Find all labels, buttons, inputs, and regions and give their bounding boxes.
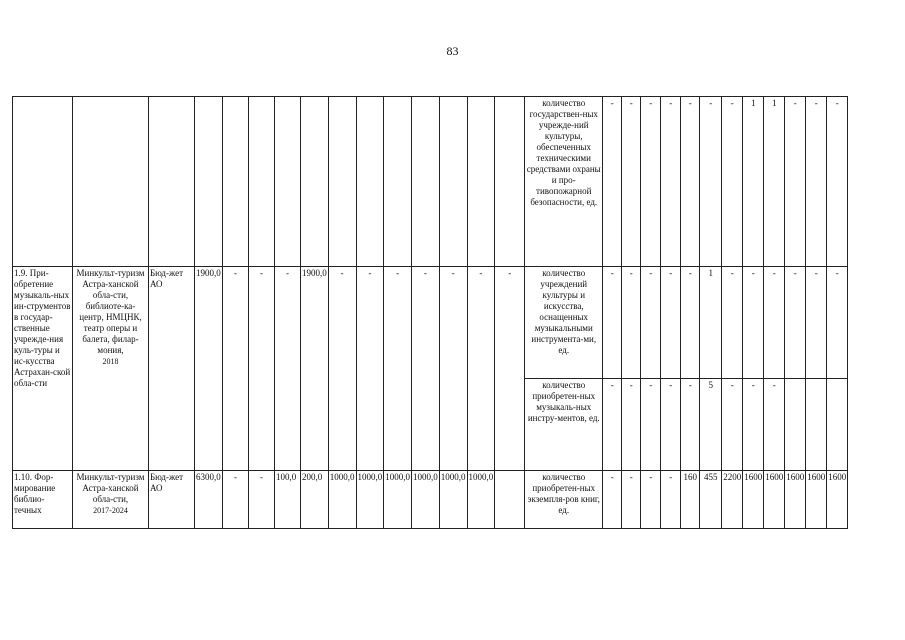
table-row — [13, 97, 848, 267]
executor-year: 2017-2024 — [93, 506, 128, 515]
cost-cell — [467, 97, 495, 267]
indicator-value-cell: - — [764, 379, 785, 471]
executor-text: Минкульт-туризм Астра-ханской обла-сти, — [76, 472, 145, 504]
indicator-value-cell: - — [681, 379, 700, 471]
indicator-cell: количество учреждений культуры и искусства, оснащенных музыкальными инструмента-ми, ед. — [525, 267, 603, 379]
cost-cell: 1900,0 — [301, 267, 329, 471]
source-cell: Бюд-жет АО — [149, 267, 195, 471]
cost-cell — [439, 97, 467, 267]
indicator-value-cell: - — [641, 471, 661, 529]
indicator-value-cell: - — [806, 267, 827, 379]
cost-cell: - — [328, 267, 356, 471]
indicator-cell: количество приобретен-ных музыкаль-ных инстру-ментов, ед. — [525, 379, 603, 471]
program-table — [12, 96, 848, 529]
cost-cell: - — [223, 267, 249, 471]
indicator-cell: количество государствен-ных учрежде-ний культуры, обеспеченных техническими средствами охраны и про-тивопожарной безопасности, ед. — [525, 97, 603, 267]
indicator-value-cell: - — [603, 379, 622, 471]
table-row — [13, 471, 848, 529]
cost-cell: 1000,0 — [439, 471, 467, 529]
source-cell — [149, 97, 195, 267]
indicator-value-cell: - — [785, 97, 806, 267]
indicator-value-cell: - — [603, 97, 622, 267]
cost-cell — [195, 97, 223, 267]
indicator-value-cell: 1 — [743, 97, 764, 267]
cost-cell: - — [223, 471, 249, 529]
cost-cell: - — [467, 267, 495, 471]
cost-cell — [249, 97, 275, 267]
indicator-value-cell: 1600 — [743, 471, 764, 529]
indicator-value-cell: - — [622, 97, 641, 267]
cost-cell — [223, 97, 249, 267]
cost-cell: - — [384, 267, 412, 471]
cost-cell — [495, 97, 525, 267]
indicator-value-cell: - — [743, 267, 764, 379]
indicator-value-cell: 160 — [681, 471, 700, 529]
indicator-value-cell — [806, 379, 827, 471]
indicator-value-cell — [827, 379, 848, 471]
indicator-value-cell: 2200 — [722, 471, 743, 529]
cost-cell: - — [356, 267, 384, 471]
indicator-value-cell: - — [661, 267, 681, 379]
source-cell: Бюд-жет АО — [149, 471, 195, 529]
indicator-cell: количество приобретен-ных экземпля-ров книг, ед. — [525, 471, 603, 529]
indicator-value-cell: 1600 — [764, 471, 785, 529]
cost-cell: 1000,0 — [384, 471, 412, 529]
indicator-value-cell: 1600 — [806, 471, 827, 529]
indicator-value-cell: 1 — [764, 97, 785, 267]
cost-cell — [495, 471, 525, 529]
cost-cell: 1900,0 — [195, 267, 223, 471]
cost-cell: - — [249, 471, 275, 529]
indicator-value-cell: - — [681, 267, 700, 379]
executor-cell — [73, 267, 149, 471]
measure-name-cell — [13, 97, 73, 267]
executor-year: 2018 — [102, 357, 119, 366]
cost-cell: - — [275, 267, 301, 471]
indicator-value-cell: - — [722, 379, 743, 471]
cost-cell — [412, 97, 440, 267]
cost-cell: 6300,0 — [195, 471, 223, 529]
indicator-value-cell: - — [622, 379, 641, 471]
indicator-value-cell: - — [661, 471, 681, 529]
indicator-value-cell: - — [641, 97, 661, 267]
cost-cell: - — [412, 267, 440, 471]
executor-cell — [73, 471, 149, 529]
executor-cell — [73, 97, 149, 267]
executor-text: Минкульт-туризм Астра-ханской обла-сти, библиоте-ка-центр, НМЦНК, театр оперы и балета, филар-мония, — [76, 268, 145, 355]
indicator-value-cell: - — [722, 97, 743, 267]
table-row — [13, 267, 848, 379]
cost-cell: - — [439, 267, 467, 471]
page-number: 83 — [446, 44, 459, 58]
indicator-value-cell: - — [785, 267, 806, 379]
indicator-value-cell: - — [806, 97, 827, 267]
cost-cell: 100,0 — [275, 471, 301, 529]
measure-name-cell: 1.9. При-обретение музыкаль-ных ин-струментов в государ-ственные учрежде-ния куль-туры и ис-кусства Астрахан-ской обла-сти — [13, 267, 73, 471]
indicator-value-cell: 1600 — [785, 471, 806, 529]
cost-cell — [301, 97, 329, 267]
indicator-value-cell: - — [743, 379, 764, 471]
indicator-value-cell — [785, 379, 806, 471]
cost-cell: 1000,0 — [356, 471, 384, 529]
cost-cell: 1000,0 — [412, 471, 440, 529]
cost-cell — [328, 97, 356, 267]
indicator-value-cell: - — [641, 267, 661, 379]
indicator-value-cell: - — [700, 97, 722, 267]
indicator-value-cell: 5 — [700, 379, 722, 471]
indicator-value-cell: - — [622, 267, 641, 379]
cost-cell: - — [249, 267, 275, 471]
indicator-value-cell: 1600 — [827, 471, 848, 529]
indicator-value-cell: - — [764, 267, 785, 379]
indicator-value-cell: - — [603, 471, 622, 529]
indicator-value-cell: - — [827, 97, 848, 267]
indicator-value-cell: - — [681, 97, 700, 267]
indicator-value-cell: - — [722, 267, 743, 379]
cost-cell: 200,0 — [301, 471, 329, 529]
indicator-value-cell: - — [641, 379, 661, 471]
cost-cell — [356, 97, 384, 267]
indicator-value-cell: - — [661, 97, 681, 267]
cost-cell — [275, 97, 301, 267]
cost-cell: 1000,0 — [467, 471, 495, 529]
indicator-value-cell: - — [603, 267, 622, 379]
indicator-value-cell: 455 — [700, 471, 722, 529]
indicator-value-cell: - — [827, 267, 848, 379]
indicator-value-cell: - — [622, 471, 641, 529]
measure-name-cell: 1.10. Фор-мирование библио-течных — [13, 471, 73, 529]
cost-cell: - — [495, 267, 525, 471]
indicator-value-cell: - — [661, 379, 681, 471]
cost-cell: 1000,0 — [328, 471, 356, 529]
cost-cell — [384, 97, 412, 267]
indicator-value-cell: 1 — [700, 267, 722, 379]
